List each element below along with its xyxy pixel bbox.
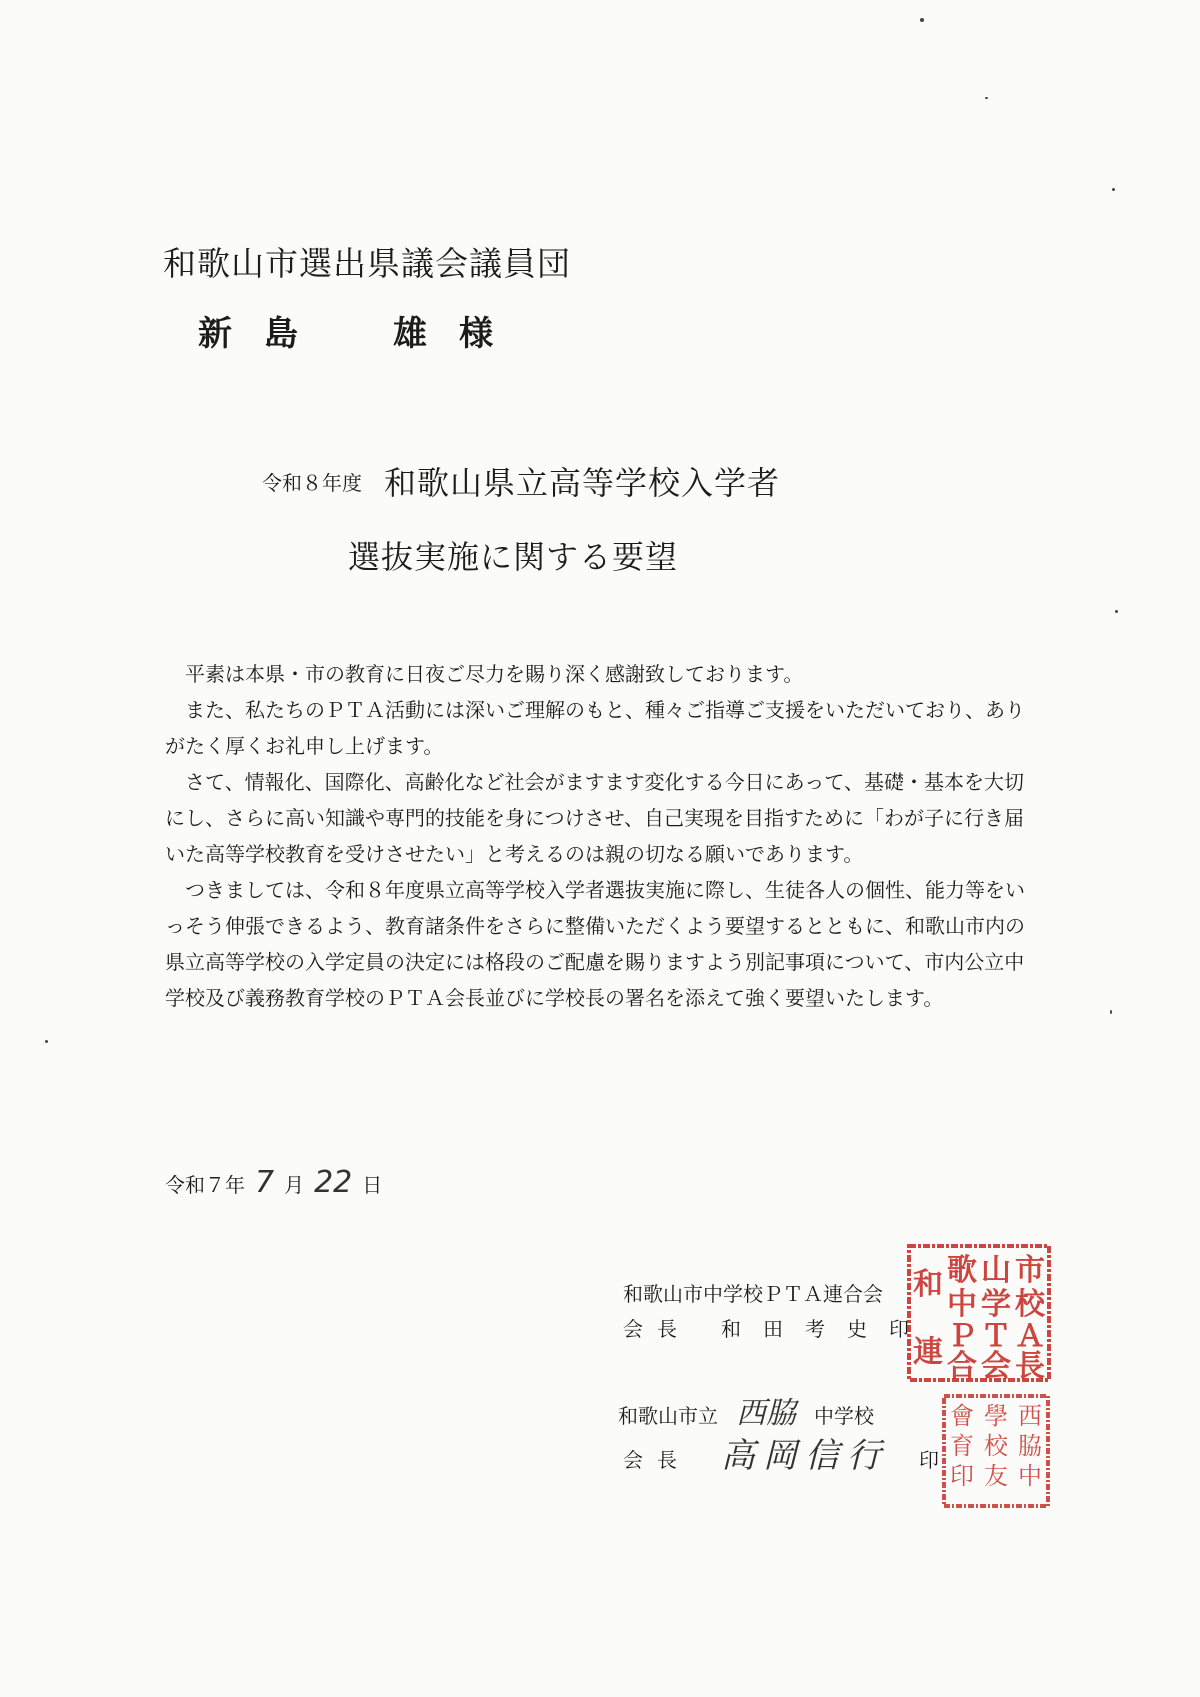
pta-title: 会長 (623, 1317, 691, 1341)
school-rep-line (623, 1428, 953, 1477)
date-month-handwritten: 7 (255, 1165, 275, 1200)
school-line (618, 1388, 874, 1432)
date-era-year: 令和７年 (165, 1173, 245, 1197)
name-part: 雄 (393, 314, 427, 354)
svg-text:山: 山 (981, 1253, 1011, 1288)
svg-text:会: 会 (981, 1349, 1011, 1384)
svg-text:中: 中 (947, 1287, 977, 1322)
school-suffix: 中学校 (814, 1404, 874, 1428)
addressee-name (198, 306, 493, 355)
scan-speck (985, 97, 988, 99)
school-rep-title: 会長 (623, 1448, 691, 1472)
school-prefix: 和歌山市立 (618, 1404, 718, 1428)
svg-text:Ｐ: Ｐ (947, 1319, 977, 1354)
name-part: 新 (198, 314, 232, 354)
scan-speck (45, 1040, 48, 1043)
title-year-prefix: 令和８年度 (262, 470, 362, 495)
svg-text:校: 校 (984, 1432, 1008, 1460)
pta-president-line (623, 1313, 923, 1342)
svg-text:学: 学 (981, 1287, 1011, 1322)
document-title-line1 (262, 458, 780, 504)
date-month-unit: 月 (284, 1173, 305, 1197)
scan-speck (1115, 610, 1118, 613)
pta-organization: 和歌山市中学校ＰＴＡ連合会 (623, 1282, 883, 1306)
letter-date (165, 1165, 382, 1200)
svg-text:和: 和 (913, 1267, 943, 1302)
svg-text:歌: 歌 (947, 1253, 977, 1288)
seal-mark: 印 (919, 1448, 953, 1472)
scan-speck (1110, 1010, 1112, 1014)
title-main: 和歌山県立高等学校入学者 (384, 464, 781, 502)
pta-seal-stamp (905, 1242, 1053, 1384)
addressee-organization: 和歌山市選出県議会議員団 (163, 244, 571, 283)
body-paragraph: また、私たちのＰＴＡ活動には深いご理解のもと、種々ご指導ご支援をいただいており、ありがたく厚くお礼申し上げます。 (165, 698, 1025, 758)
seal-mark: 印 (889, 1317, 923, 1341)
svg-text:市: 市 (1015, 1253, 1045, 1288)
scan-speck (920, 18, 924, 22)
letter-body (165, 656, 1025, 1016)
svg-text:Ｔ: Ｔ (981, 1319, 1011, 1354)
svg-text:中: 中 (1018, 1462, 1042, 1490)
school-name-handwritten: 西脇 (736, 1396, 796, 1431)
svg-text:會: 會 (950, 1402, 974, 1430)
date-day-handwritten: 22 (314, 1165, 353, 1200)
body-paragraph: つきましては、令和８年度県立高等学校入学者選抜実施に際し、生徒各人の個性、能力等をいっそう伸張できるよう、教育諸条件をさらに整備いただくよう要望するとともに、和歌山市内の県立高等学校の入学定員の決定には格段のご配慮を賜りますよう別記事項について、市内公立中学校及び義務教育学校のＰＴＡ会長並びに学校長の署名を添えて強く要望いたします。 (165, 878, 1025, 1010)
svg-text:學: 學 (984, 1402, 1008, 1430)
pta-president-name: 和田考史 (721, 1317, 889, 1341)
svg-text:Ａ: Ａ (1015, 1319, 1045, 1354)
school-seal-stamp (940, 1392, 1052, 1510)
school-rep-name-handwritten: 高岡信行 (721, 1436, 889, 1476)
body-paragraph: さて、情報化、国際化、高齢化など社会がますます変化する今日にあって、基礎・基本を大切にし、さらに高い知識や専門的技能を身につけさせ、自己実現を目指すために「わが子に行き届いた高等学校教育を受けさせたい」と考えるのは親の切なる願いであります。 (165, 770, 1024, 866)
svg-text:育: 育 (950, 1432, 974, 1460)
svg-text:西: 西 (1018, 1402, 1042, 1430)
svg-text:連: 連 (913, 1335, 943, 1370)
document-title-line2: 選抜実施に関する要望 (348, 538, 679, 576)
svg-text:校: 校 (1015, 1287, 1045, 1322)
svg-text:合: 合 (947, 1349, 977, 1384)
svg-text:長: 長 (1015, 1349, 1045, 1384)
name-part: 島 (264, 314, 298, 354)
svg-text:印: 印 (950, 1462, 974, 1490)
svg-text:脇: 脇 (1018, 1432, 1042, 1460)
honorific: 様 (459, 314, 493, 354)
scan-speck (1112, 188, 1115, 191)
body-paragraph: 平素は本県・市の教育に日夜ご尽力を賜り深く感謝致しております。 (185, 662, 804, 686)
date-day-unit: 日 (362, 1173, 383, 1197)
svg-text:友: 友 (984, 1462, 1008, 1490)
